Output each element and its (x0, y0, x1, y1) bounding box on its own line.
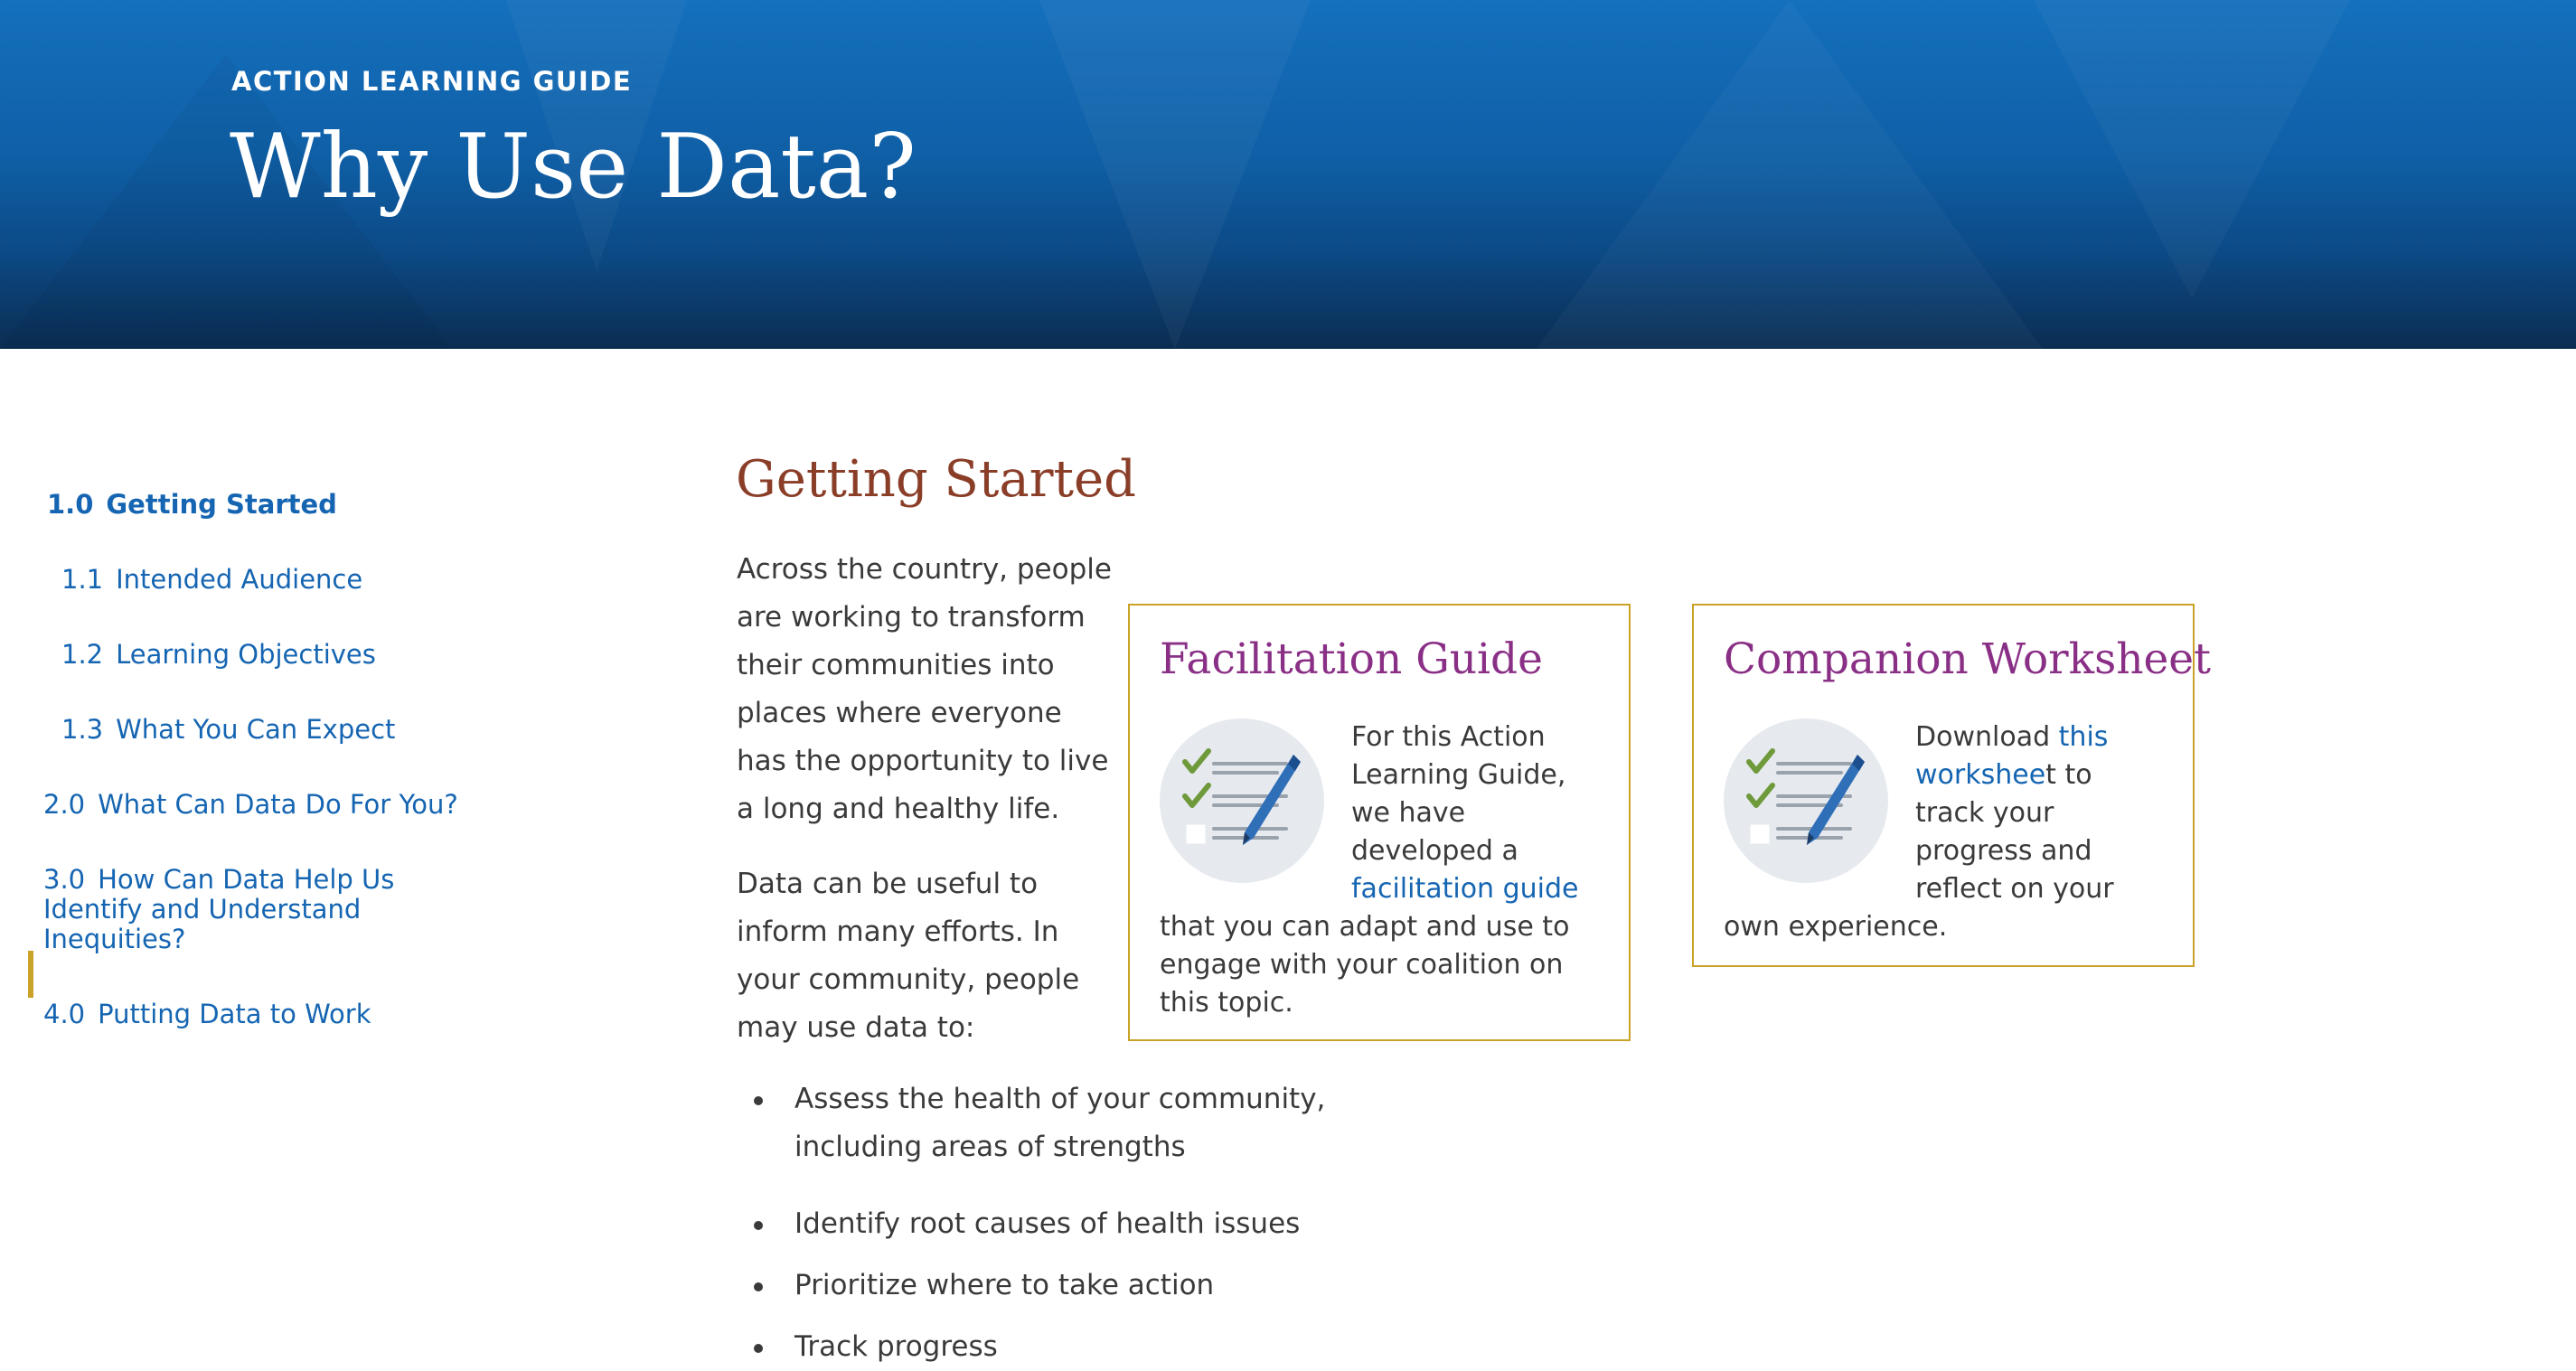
facilitation-guide-link[interactable]: facilitation guide (1351, 873, 1579, 905)
list-item: Identify root causes of health issues (737, 1200, 1608, 1248)
toc-item-label-line: Identify and Understand (43, 894, 362, 925)
guide-eyebrow: ACTION LEARNING GUIDE (231, 66, 633, 97)
toc-item-label: Getting Started (106, 489, 337, 520)
toc-active-indicator (28, 951, 33, 998)
facilitation-guide-card (1128, 604, 1631, 1041)
toc-item-getting-started[interactable]: 1.0 Getting Started (47, 489, 337, 520)
toc-item-what-you-can-expect[interactable]: 1.3 What You Can Expect (61, 714, 396, 745)
companion-worksheet-title: Companion Worksheet (1724, 634, 2212, 684)
data-uses-paragraph: Data can be useful to inform many efforts. In your community, people may use data to: (737, 868, 1080, 1044)
toc-item-label: Intended Audience (116, 564, 363, 595)
toc-item-label: What You Can Expect (116, 714, 396, 745)
toc-item-what-can-data-do[interactable]: 2.0 What Can Data Do For You? (43, 789, 458, 820)
companion-worksheet-text: Download this worksheet to track your progress and reflect on your own experience. (1724, 721, 2114, 943)
intro-paragraph: Across the country, people are working to transform their communities into places where everyone has the opportunity to live a long and healthy life. (737, 553, 1112, 825)
worksheet-link[interactable]: this workshee (1915, 721, 2109, 791)
facilitation-guide-text: For this Action Learning Guide, we have developed a facilitation guide that you can adapt and use to engage with your coalition on this topic. (1160, 721, 1579, 1019)
list-item: Track progress (737, 1323, 1608, 1371)
toc-item-label: What Can Data Do For You? (98, 789, 458, 820)
toc-item-intended-audience[interactable]: 1.1 Intended Audience (61, 564, 363, 595)
page-title: Why Use Data? (230, 116, 917, 219)
toc-item-label: Learning Objectives (116, 639, 376, 670)
list-item: Assess the health of your community, including areas of strengths (737, 1075, 1608, 1171)
section-title: Getting Started (736, 450, 1137, 509)
toc-item-label-line: How Can Data Help Us (98, 864, 395, 895)
toc-item-label: Putting Data to Work (98, 999, 371, 1029)
toc-item-putting-data-to-work[interactable]: 4.0 Putting Data to Work (43, 999, 371, 1029)
companion-worksheet-card (1692, 604, 2212, 967)
toc-item-inequities[interactable]: 3.0 How Can Data Help Us Identify and Understand Inequities? (43, 864, 395, 954)
list-item: Prioritize where to take action (737, 1262, 1608, 1310)
facilitation-guide-title: Facilitation Guide (1160, 634, 1543, 684)
toc-item-label-line: Inequities? (43, 924, 186, 954)
page-banner (0, 0, 2576, 349)
toc-item-learning-objectives[interactable]: 1.2 Learning Objectives (61, 639, 376, 670)
